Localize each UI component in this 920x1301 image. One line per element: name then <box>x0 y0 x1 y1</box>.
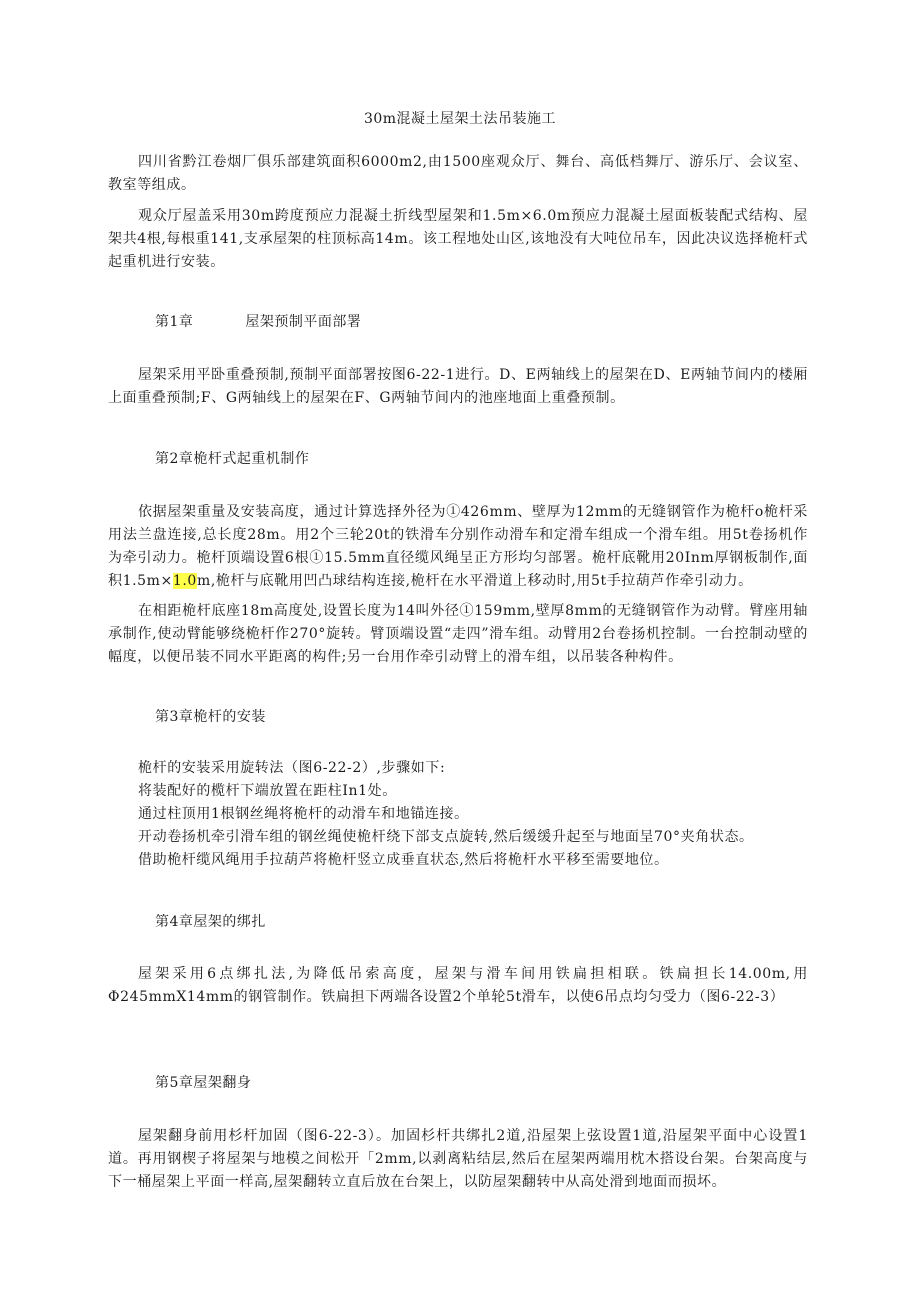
chapter-2-body-1-text-b: m,桅杆与底靴用凹凸球结构连接,桅杆在水平滑道上移动时,用5t手拉葫芦作牵引动力。 <box>196 573 753 589</box>
chapter-1-heading <box>155 311 361 333</box>
intro-paragraph-1: 四川省黔江卷烟厂俱乐部建筑面积6000m2,由1500座观众厅、舞台、高低档舞厅、游乐厅、会议室、教室等组成。 <box>108 154 808 193</box>
chapter-1-body: 屋架采用平卧重叠预制,预制平面部署按图6-22-1进行。D、E两轴线上的屋架在D、E两轴节间内的楼厢上面重叠预制;F、G两轴线上的屋架在F、G两轴节间内的池座地面上重叠预制。 <box>108 367 808 406</box>
chapter-4-body: 屋架采用6点绑扎法,为降低吊索高度，屋架与滑车间用铁扁担相联。铁扁担长14.00m,用Φ245mmX14mm的钢管制作。铁扁担下两端各设置2个单轮5t滑车，以使6吊点均匀受力（图6-22-3） <box>108 966 808 1005</box>
chapter-3-step-4: 借助桅杆缆风绳用手拉葫芦将桅杆竖立成垂直状态,然后将桅杆水平移至需要地位。 <box>138 852 669 868</box>
chapter-2-body-1-text-a: 依据屋架重量及安装高度，通过计算选择外径为①426mm、壁厚为12mm的无缝钢管作为桅杆o桅杆采用法兰盘连接,总长度28m。用2个三轮20t的铁滑车分别作动滑车和定滑车组成一个滑车组。用5t卷扬机作为牵引动力。桅杆顶端设置6根①15.5mm直径缆风绳呈正方形均匀部署。桅杆底靴用20Inm厚钢板制作,面积1.5m× <box>108 504 808 589</box>
chapter-4-heading: 第4章屋架的绑扎 <box>155 914 266 930</box>
chapter-1-title: 屋架预制平面部署 <box>245 314 362 330</box>
chapter-5-body: 屋架翻身前用杉杆加固（图6-22-3）。加固杉杆共绑扎2道,沿屋架上弦设置1道,沿屋架平面中心设置1道。再用钢楔子将屋架与地模之间松开「2mm,以剥离粘结层,然后在屋架两端用枕木搭设台架。台架高度与下一桶屋架上平面一样高,屋架翻转立直后放在台架上，以防屋架翻转中从高处滑到地面而损坏。 <box>108 1128 808 1190</box>
chapter-2-heading: 第2章桅杆式起重机制作 <box>155 451 310 467</box>
chapter-3-step-1: 将装配好的榄杆下端放置在距柱In1处。 <box>138 783 397 799</box>
document-title: 30m混凝土屋架土法吊装施工 <box>363 111 557 127</box>
highlighted-text: 1.0 <box>172 573 197 589</box>
intro-paragraph-2: 观众厅屋盖采用30m跨度预应力混凝土折线型屋架和1.5m×6.0m预应力混凝土屋面板装配式结构、屋架共4根,每根重141,支承屋架的柱顶标高14m。该工程地处山区,该地没有大吨位吊车，因此决议选择桅杆式起重机进行安装。 <box>108 208 808 270</box>
chapter-2-body-2: 在相距桅杆底座18m高度处,设置长度为14叫外径①159mm,壁厚8mm的无缝钢管作为动臂。臂座用轴承制作,使动臂能够绕桅杆作270°旋转。臂顶端设置“走四”滑车组。动臂用2台卷扬机控制。一台控制动壁的幅度，以便吊装不同水平距离的构件;另一台用作牵引动臂上的滑车组，以吊装各种构件。 <box>108 603 808 665</box>
chapter-3-step-3: 开动卷扬机牵引滑车组的钢丝绳使桅杆绕下部支点旋转,然后缓缓升起至与地面呈70°夹角状态。 <box>138 829 754 845</box>
chapter-3-step-2: 通过柱顶用1根钢丝绳将桅杆的动滑车和地锚连接。 <box>138 806 469 822</box>
chapter-3-heading: 第3章桅杆的安装 <box>155 709 266 725</box>
chapter-1-number: 第1章 <box>155 314 194 330</box>
chapter-2-body-1 <box>108 501 808 593</box>
chapter-3-step-intro: 桅杆的安装采用旋转法（图6-22-2）,步骤如下: <box>138 760 446 776</box>
chapter-5-heading: 第5章屋架翻身 <box>155 1075 252 1091</box>
